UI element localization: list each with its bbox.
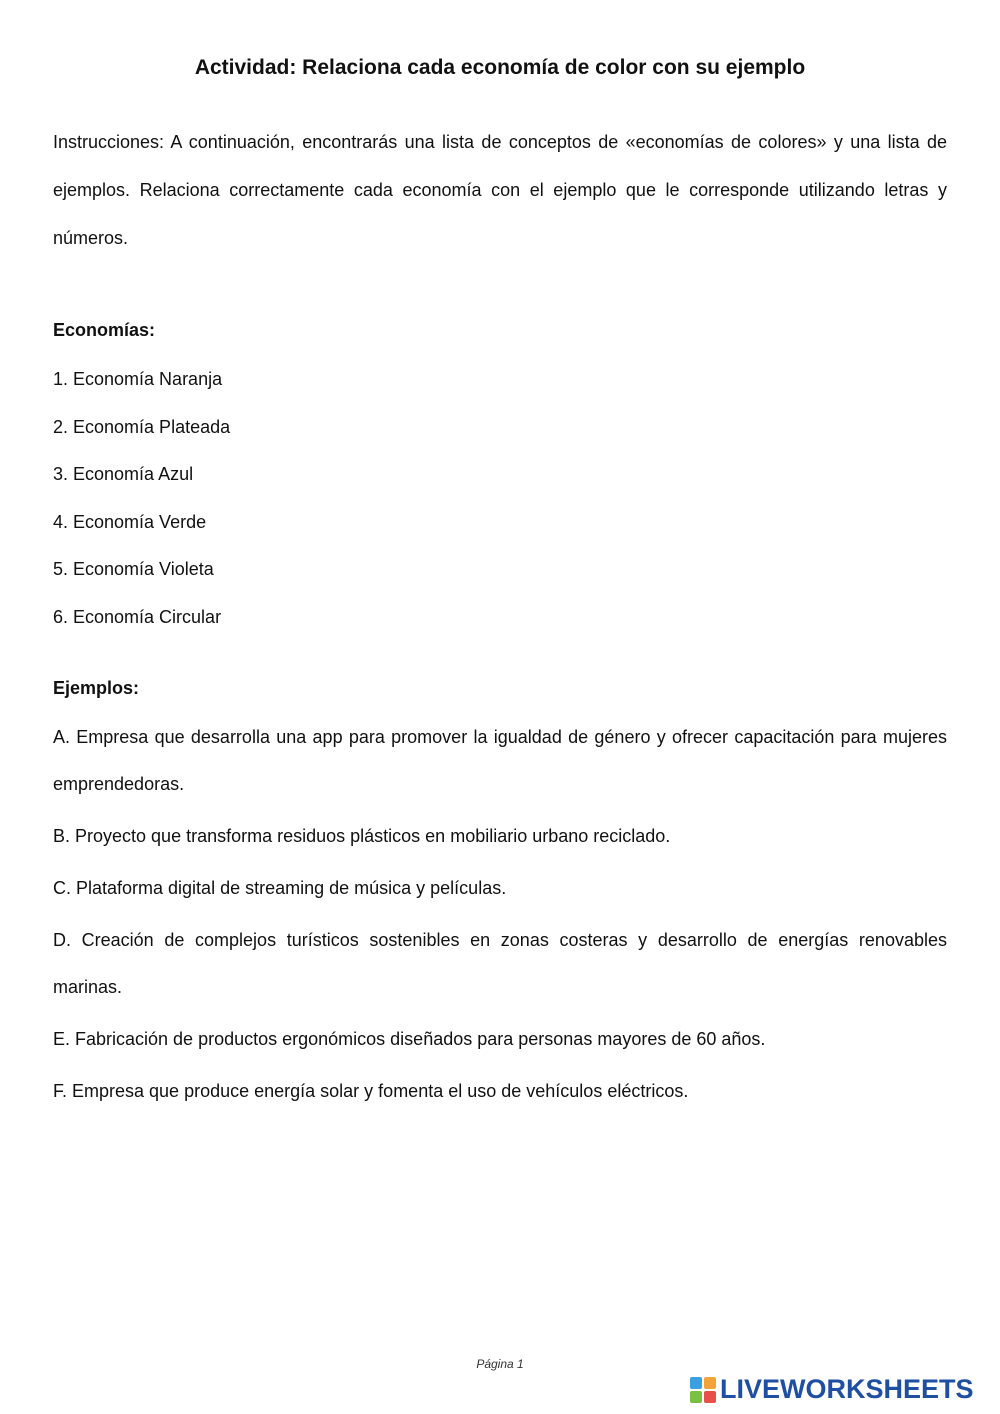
examples-list bbox=[53, 714, 947, 1120]
examples-heading: Ejemplos: bbox=[53, 678, 140, 698]
list-item: 2. Economía Plateada bbox=[53, 416, 231, 437]
logo-square-icon bbox=[690, 1377, 702, 1389]
instructions-text: Instrucciones: A continuación, encontrarás una lista de conceptos de «economías de colores» y una lista de ejemplos. Relaciona correctamente cada economía con el ejemplo que le corresponde utilizando letras y números. bbox=[53, 132, 947, 248]
page-title: Actividad: Relaciona cada economía de color con su ejemplo bbox=[194, 56, 806, 79]
liveworksheets-icon bbox=[690, 1377, 716, 1403]
list-item: C. Plataforma digital de streaming de música y películas. bbox=[53, 878, 507, 898]
list-item: 3. Economía Azul bbox=[53, 464, 194, 485]
list-item: A. Empresa que desarrolla una app para promover la igualdad de género y ofrecer capacitación para mujeres emprendedoras. bbox=[53, 727, 947, 794]
liveworksheets-logo bbox=[690, 1374, 974, 1405]
list-item: D. Creación de complejos turísticos sostenibles en zonas costeras y desarrollo de energías renovables marinas. bbox=[53, 930, 947, 997]
logo-square-icon bbox=[704, 1377, 716, 1389]
logo-square-icon bbox=[690, 1391, 702, 1403]
list-item: F. Empresa que produce energía solar y fomenta el uso de vehículos eléctricos. bbox=[53, 1081, 689, 1101]
economies-heading: Economías: bbox=[53, 320, 156, 340]
list-item: B. Proyecto que transforma residuos plásticos en mobiliario urbano reciclado. bbox=[53, 826, 671, 846]
logo-square-icon bbox=[704, 1391, 716, 1403]
list-item: 6. Economía Circular bbox=[53, 606, 222, 627]
list-item: 4. Economía Verde bbox=[53, 511, 207, 532]
economies-list bbox=[53, 356, 947, 642]
brand-name: LIVEWORKSHEETS bbox=[720, 1374, 974, 1404]
list-item: E. Fabricación de productos ergonómicos diseñados para personas mayores de 60 años. bbox=[53, 1029, 766, 1049]
list-item: 1. Economía Naranja bbox=[53, 369, 223, 389]
page-number: Página 1 bbox=[476, 1357, 524, 1371]
list-item: 5. Economía Violeta bbox=[53, 559, 214, 580]
